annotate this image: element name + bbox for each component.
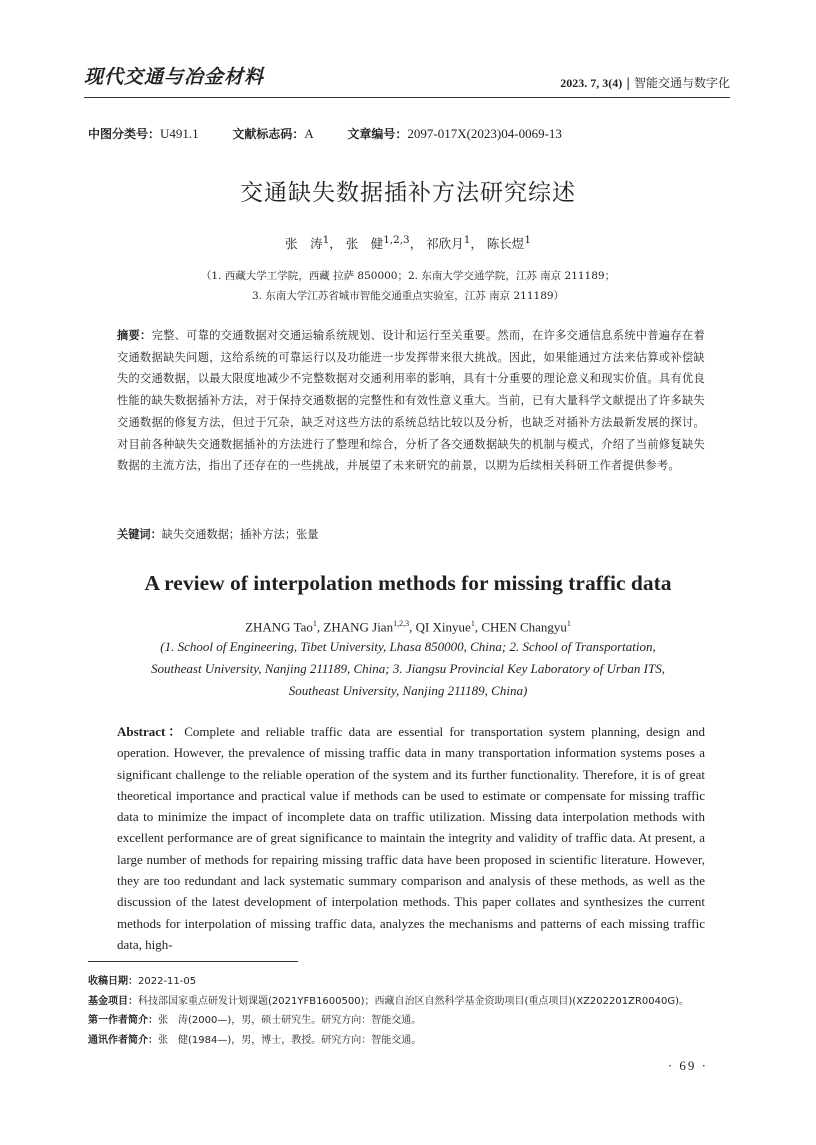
affiliation-line: 3. 东南大学江苏省城市智能交通重点实验室，江苏 南京 211189）	[251, 290, 565, 302]
author-cn: 陈长煜	[486, 236, 525, 252]
clc-value: U491.1	[160, 126, 199, 141]
author-sup: 1,2,3	[393, 619, 410, 628]
affiliations-cn	[0, 266, 816, 306]
affiliation-line: （1. 西藏大学工学院，西藏 拉萨 850000；2. 东南大学交通学院，江苏 南京 211189；	[200, 270, 616, 282]
footnote-label: 收稿日期：	[88, 976, 138, 987]
footnote-corresponding-author	[88, 1031, 689, 1051]
issue-info	[560, 74, 730, 91]
author-sup: 1	[322, 234, 330, 246]
article-no-label: 文章编号：	[347, 127, 408, 141]
footnote-label: 第一作者简介：	[88, 1015, 158, 1027]
author-en: CHEN Changyu	[481, 619, 567, 635]
footnote-text: 2022-11-05	[138, 976, 197, 987]
footnote-text: 张 涛(2000—)，男，硕士研究生。研究方向：智能交通。	[158, 1015, 422, 1027]
clc-label: 中图分类号：	[88, 127, 161, 141]
author-sup: 1	[463, 234, 471, 246]
doc-code-label: 文献标志码：	[232, 127, 305, 141]
affiliation-line: Southeast University, Nanjing 211189, China; 3. Jiangsu Provincial Key Laboratory of Urban ITS,	[151, 661, 665, 676]
authors-en: ZHANG Tao$^1$, ZHANG Jian$^{1,2,3}$, QI Xinyue$^1$, CHEN Changyu$^1$	[245, 619, 571, 635]
footnote-rule	[88, 961, 298, 962]
author-en: QI Xinyue	[415, 619, 471, 635]
author-sup: 1	[470, 619, 475, 628]
affiliation-line: Southeast University, Nanjing 211189, China)	[288, 683, 528, 698]
keywords-cn	[117, 526, 318, 542]
author-sup: 1	[312, 619, 317, 628]
author-cn: 张 涛	[285, 236, 323, 252]
header-separator: |	[626, 76, 631, 90]
footnote-received	[88, 972, 689, 992]
abstract-en-label: Abstract：	[117, 724, 185, 739]
abstract-cn-text: 完整、可靠的交通数据对交通运输系统规划、设计和运行至关重要。然而，在许多交通信息系统中普遍存在着交通数据缺失问题，这给系统的可靠运行以及功能进一步发挥带来很大挑战。因此，如果能通过方法来估算或补偿缺失的交通数据，以最大限度地减少不完整数据对交通利用率的影响，具有十分重要的理论意义和现实价值。具有优良性能的缺失数据插补方法，对于保持交通数据的完整性和有效性意义重大。当前，已有大量科学文献提出了许多缺失交通数据的修复方法，但过于冗杂，缺乏对这些方法的系统总结比较以及分析，也缺乏对插补方法最新发展的探讨。对目前各种缺失交通数据插补的方法进行了整理和综合，分析了各交通数据缺失的机制与模式，介绍了当前修复缺失数据的主流方法，指出了还存在的一些挑战，并展望了未来研究的前景，以期为后续相关科研工作者提供参考。	[117, 329, 705, 473]
issue-number: 2023. 7, 3(4)	[560, 76, 623, 90]
footnote-funding	[88, 992, 689, 1012]
abstract-en	[117, 721, 705, 955]
classification-meta	[88, 125, 562, 142]
author-en: ZHANG Tao	[245, 619, 313, 635]
author-cn: 张 健	[345, 236, 384, 252]
affiliations-en	[0, 636, 816, 702]
author-sup: 1	[566, 619, 571, 628]
title-en: A review of interpolation methods for missing traffic data	[144, 571, 672, 595]
keywords-cn-label: 关键词：	[117, 528, 162, 541]
footnote-first-author	[88, 1011, 689, 1031]
author-cn: 祁欣月	[426, 236, 464, 252]
authors-cn: 张 涛$^1$， 张 健$^{1,2,3}$， 祁欣月$^1$， 陈长煜$^1$	[285, 234, 531, 252]
author-sup: 1,2,3	[383, 234, 410, 246]
affiliation-line: (1. School of Engineering, Tibet University, Lhasa 850000, China; 2. School of Transportation,	[160, 639, 656, 654]
author-sup: 1	[524, 234, 531, 246]
doc-code-value: A	[304, 126, 314, 141]
footnote-text: 张 健(1984—)，男，博士，教授。研究方向：智能交通。	[158, 1034, 422, 1046]
footnotes	[88, 972, 689, 1050]
author-en: ZHANG Jian	[323, 619, 394, 635]
abstract-cn-label: 摘要：	[117, 329, 152, 342]
abstract-en-text: Complete and reliable traffic data are essential for transportation system planning, design and operation. However, the prevalence of missing traffic data in many transportation information systems poses a significant challenge to the reliable operation of the system and its further functionality. Therefore, it is of great theoretical importance and practical value if methods can be used to estimate or compensate for missing traffic data to minimize the impact of incomplete data on traffic utilization. Missing data interpolation methods with excellent performance are of great significance to maintain the integrity and validity of traffic data. At present, a large number of methods for repairing missing traffic data have been proposed in scientific literature. However, they are too redundant and lack systematic summary comparison and analysis of these methods, as well as the discussion of the latest development of interpolation methods. This paper collates and synthesizes the current methods for interpolation of missing traffic data, analyzes the mechanisms and patterns of each missing traffic data, high-	[117, 724, 705, 952]
column-name: 智能交通与数字化	[633, 76, 730, 90]
footnote-label: 基金项目：	[88, 995, 138, 1007]
footnote-label: 通讯作者简介：	[88, 1034, 158, 1046]
article-no-value: 2097-017X(2023)04-0069-13	[407, 126, 562, 141]
page-number: · 69 ·	[667, 1058, 708, 1073]
keywords-cn-text: 缺失交通数据；插补方法；张量	[161, 528, 319, 541]
title-cn: 交通缺失数据插补方法研究综述	[240, 180, 576, 206]
journal-logo: 现代交通与冶金材料	[84, 66, 265, 88]
header-rule	[84, 97, 730, 98]
abstract-cn	[117, 325, 705, 477]
footnote-text: 科技部国家重点研发计划课题(2021YFB1600500)；西藏自治区自然科学基金资助项目(重点项目)(XZ202201ZR0040G)。	[138, 995, 689, 1007]
